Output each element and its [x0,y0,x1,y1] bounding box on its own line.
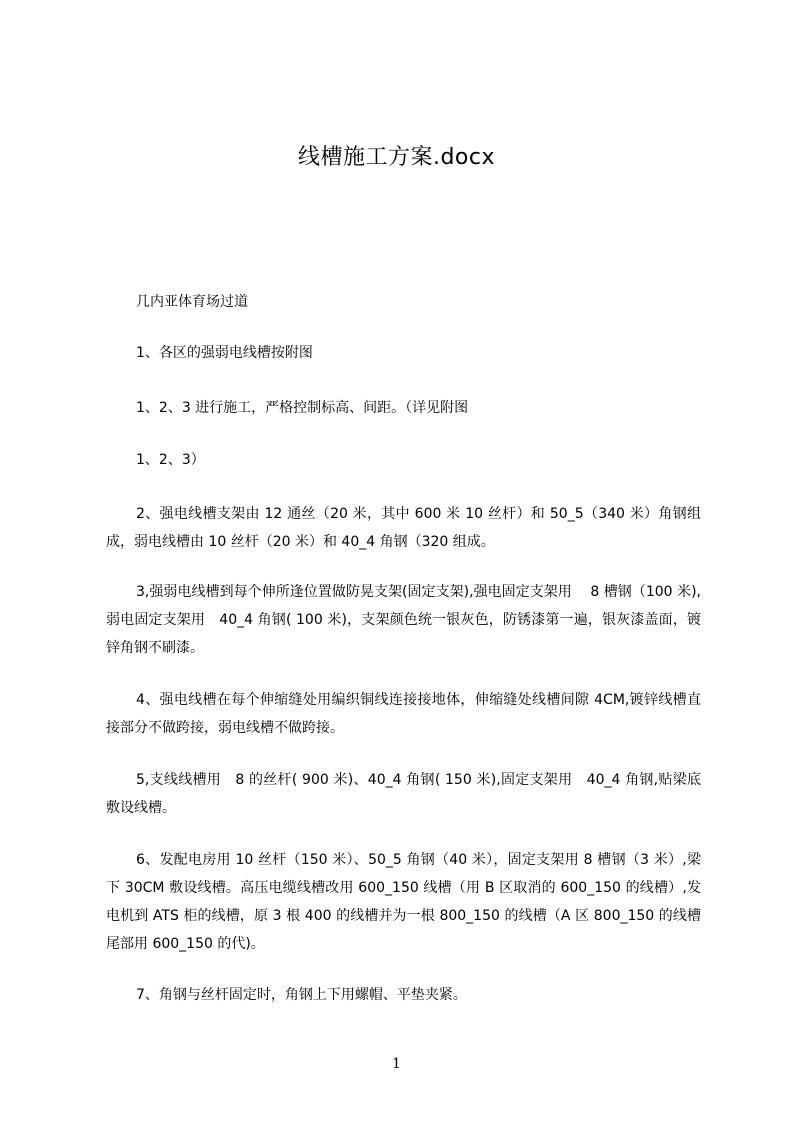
document-title: 线槽施工方案.docx [297,145,496,170]
paragraph-item-1-ref: 1、2、3） [136,452,205,468]
paragraph-item-7: 7、角钢与丝杆固定时，角钢上下用螺帽、平垫夹紧。 [136,987,467,1003]
paragraph-location: 几内亚体育场过道 [136,294,248,310]
paragraph-item-3: 3,强弱电线槽到每个伸所逢位置做防晃支架(固定支架),强电固定支架用 8 槽钢（100 米),弱电固定支架用 40_4 角钢( 100 米)，支架颜色统一银灰色，防锈漆第一遍，银灰漆盖面，镀锌角钢不刷漆。 [106,584,701,656]
paragraph-item-4: 4、强电线槽在每个伸缩缝处用编织铜线连接接地体，伸缩缝处线槽间隙 4CM,镀锌线槽直接部分不做跨接，弱电线槽不做跨接。 [106,692,701,736]
paragraph-item-6: 6、发配电房用 10 丝杆（150 米）、50_5 角钢（40 米），固定支架用 8 槽钢（3 米）,梁下 30CM 敷设线槽。高压电缆线槽改用 600_150 线槽（用 B 区取消的 600_150 的线槽）,发电机到 ATS 柜的线槽，原 3 根 400 的线槽并为一根 800_150 的线槽（A 区 800_150 的线槽尾部用 600_150 的代)。 [106,852,701,952]
paragraph-item-2: 2、强电线槽支架由 12 通丝（20 米，其中 600 米 10 丝杆）和 50_5（340 米）角钢组成，弱电线槽由 10 丝杆（20 米）和 40_4 角钢（320 组成。 [106,506,701,550]
paragraph-item-5: 5,支线线槽用 8 的丝杆( 900 米)、40_4 角钢( 150 米),固定支架用 40_4 角钢,贴梁底敷设线槽。 [106,772,701,816]
paragraph-item-1-cont: 1、2、3 进行施工，严格控制标高、间距。（详见附图 [136,400,469,416]
paragraph-item-1: 1、各区的强弱电线槽按附图 [136,345,313,361]
page-number: 1 [392,1056,401,1072]
